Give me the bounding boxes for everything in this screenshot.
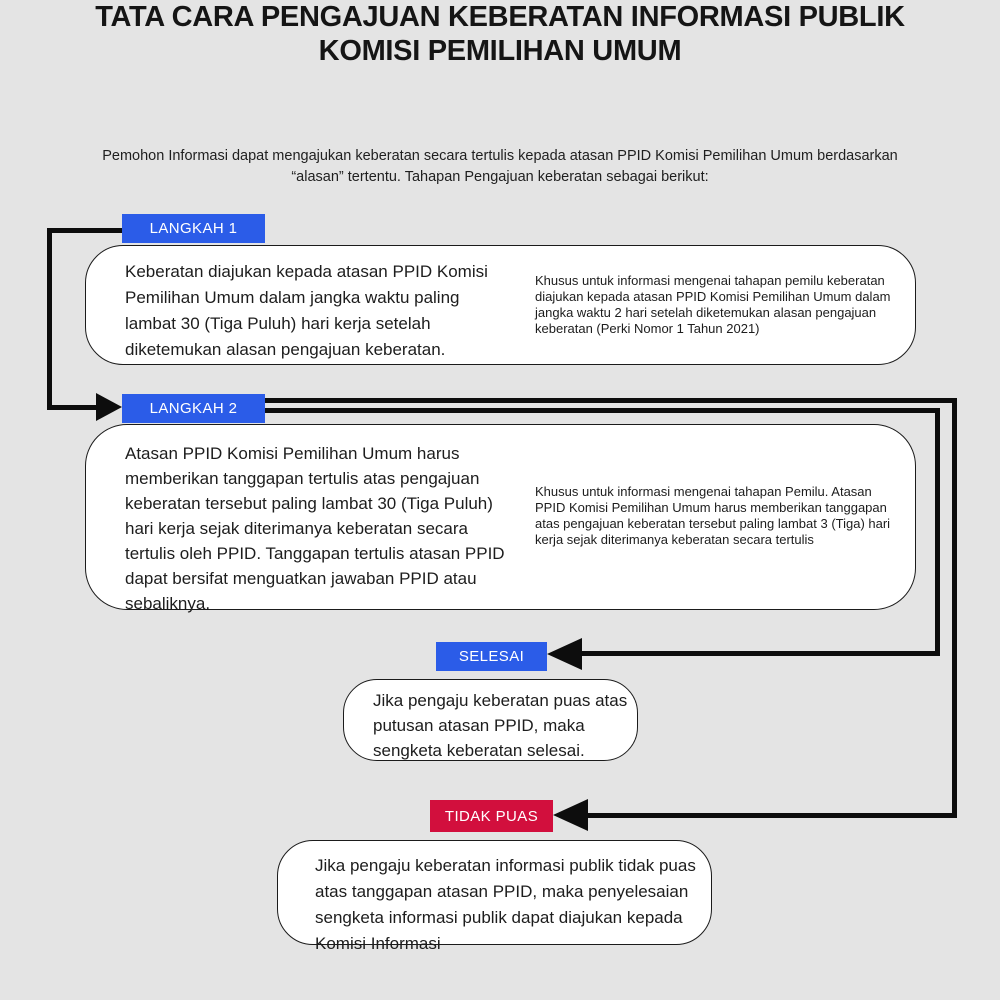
arrowhead-right-icon — [96, 393, 122, 421]
arrow-step1-to-step2-top-line — [47, 228, 127, 233]
page-subtitle: Pemohon Informasi dapat mengajukan keberatan secara tertulis kepada atasan PPID Komisi Pemilihan Umum berdasarkan “alasan” tertentu. Tahapan Pengajuan keberatan sebagai berikut: — [102, 148, 898, 185]
arrow-step2-to-tidakpuas-bottom-line — [588, 813, 957, 818]
tidak-puas-text: Jika pengaju keberatan informasi publik tidak puas atas tanggapan atasan PPID, maka penyelesaian sengketa informasi publik dapat diajukan kepada Komisi Informasi — [315, 856, 696, 953]
arrow-step1-to-step2-bottom-line — [47, 405, 99, 410]
step1-side-note: Khusus untuk informasi mengenai tahapan pemilu keberatan diajukan kepada atasan PPID Komisi Pemilihan Umum dalam jangka waktu 2 hari setelah diketemukan alasan pengajuan keberatan (Perki Nomor 1 Tahun 2021) — [535, 273, 891, 336]
badge-tidak-puas: TIDAK PUAS — [430, 800, 553, 832]
page-title-line1: TATA CARA PENGAJUAN KEBERATAN INFORMASI PUBLIK — [95, 1, 905, 33]
badge-langkah-1: LANGKAH 1 — [122, 214, 265, 243]
arrow-step2-to-selesai-vertical-line — [935, 408, 940, 656]
selesai-text: Jika pengaju keberatan puas atas putusan atasan PPID, maka sengketa keberatan selesai. — [373, 691, 628, 760]
arrow-step2-to-selesai-bottom-line — [582, 651, 940, 656]
badge-langkah-2: LANGKAH 2 — [122, 394, 265, 423]
badge-selesai: SELESAI — [436, 642, 547, 671]
arrow-step1-to-step2-vertical-line — [47, 228, 52, 410]
page-title-line2: KOMISI PEMILIHAN UMUM — [318, 35, 682, 67]
step2-side-note: Khusus untuk informasi mengenai tahapan Pemilu. Atasan PPID Komisi Pemilihan Umum harus memberikan tanggapan atas pengajuan keberatan tersebut paling lambat 3 (Tiga) hari kerja sejak diterimanya keberatan secara tertulis — [535, 484, 891, 547]
step1-main-text: Keberatan diajukan kepada atasan PPID Komisi Pemilihan Umum dalam jangka waktu paling lambat 30 (Tiga Puluh) hari kerja setelah diketemukan alasan pengajuan keberatan. — [125, 262, 488, 359]
arrow-step2-to-tidakpuas-top-line — [200, 398, 957, 403]
arrow-step2-to-tidakpuas-vertical-line — [952, 398, 957, 818]
arrow-step2-to-selesai-top-line — [200, 408, 940, 413]
arrowhead-left-tidakpuas-icon — [553, 799, 588, 831]
arrowhead-left-selesai-icon — [547, 638, 582, 670]
step2-main-text: Atasan PPID Komisi Pemilihan Umum harus memberikan tanggapan tertulis atas pengajuan keberatan tersebut paling lambat 30 (Tiga Puluh) hari kerja sejak diterimanya keberatan secara tertulis oleh PPID. Tanggapan tertulis atasan PPID dapat bersifat menguatkan jawaban PPID atau sebaliknya. — [125, 444, 505, 613]
page-title — [0, 0, 1000, 68]
